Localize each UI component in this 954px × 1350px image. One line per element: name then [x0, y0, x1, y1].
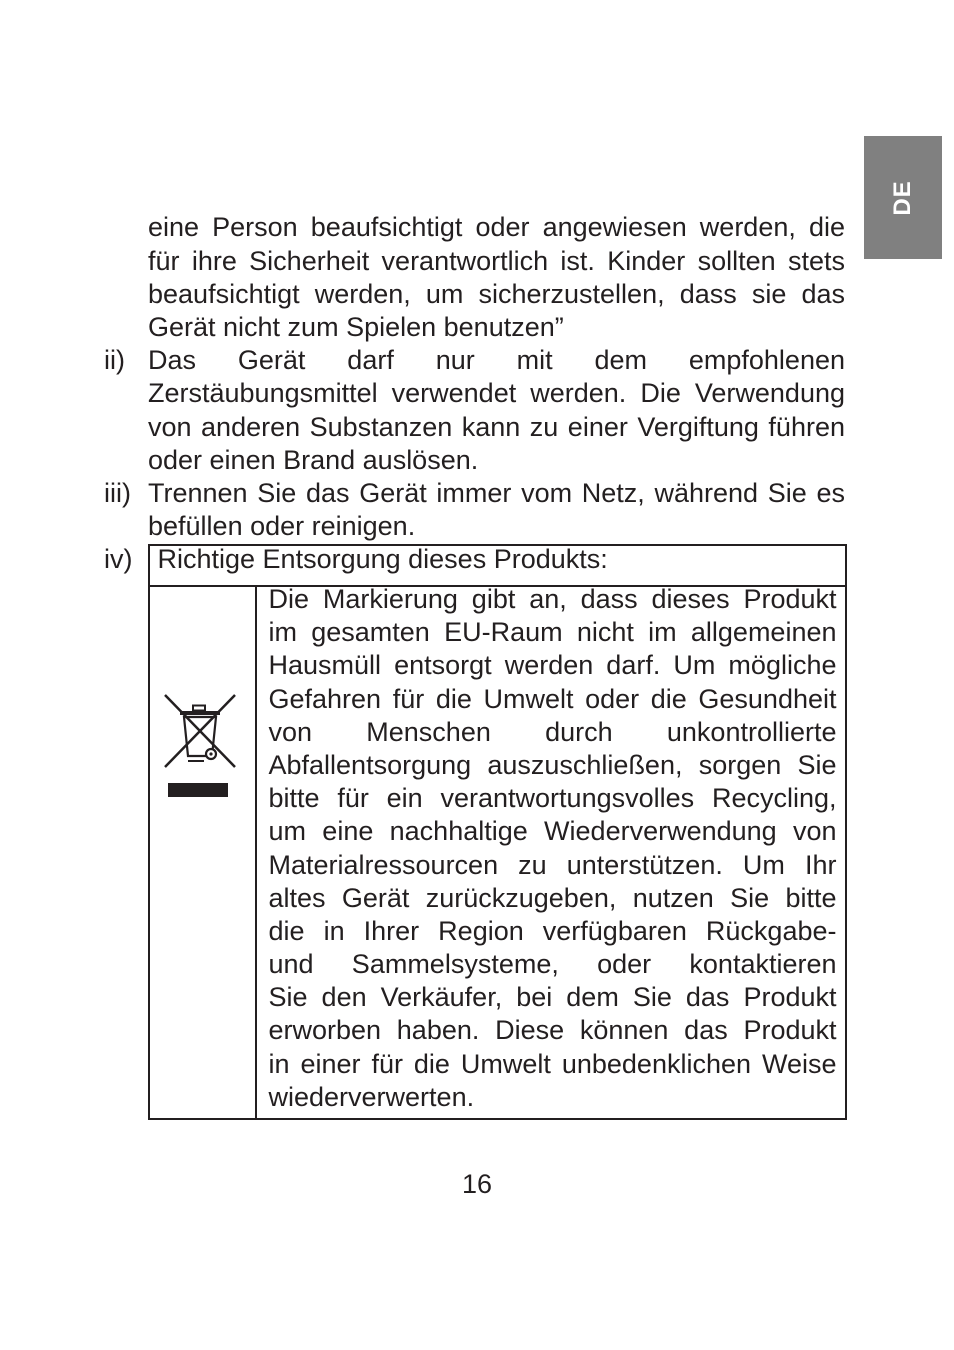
text-line: erworben haben. Diese können das Produkt [268, 1015, 837, 1046]
intro-paragraph [148, 211, 845, 344]
text-line: und Sammelsysteme, oder kontaktieren [268, 949, 837, 980]
text-line: Sie den Verkäufer, bei dem Sie das Produkt [268, 982, 837, 1013]
text-line: Abfallentsorgung auszuschließen, sorgen Sie [268, 749, 837, 780]
text-line: Zerstäubungsmittel verwendet werden. Die Verwendung [148, 378, 845, 409]
text-line: Die Markierung gibt an, dass dieses Produkt [268, 584, 837, 614]
text-line: befüllen oder reinigen. [148, 511, 416, 542]
table-header [150, 546, 845, 587]
text-line: oder einen Brand auslösen. [148, 444, 479, 475]
text-line: altes Gerät zurückzugeben, nutzen Sie bitte [268, 882, 837, 913]
list-marker: ii) [104, 345, 125, 376]
text-line: Trennen Sie das Gerät immer vom Netz, während Sie es [148, 478, 845, 508]
text-line: für ihre Sicherheit verantwortlich ist. Kinder sollten stets [148, 245, 845, 276]
text-line: Gefahren für die Umwelt oder die Gesundheit [268, 683, 837, 714]
text-line: Materialressourcen zu unterstützen. Um Ihr [268, 849, 837, 880]
text-line: im gesamten EU-Raum nicht im allgemeinen [268, 617, 837, 648]
page-number: 16 [461, 1169, 493, 1200]
text-line: von Menschen durch unkontrollierte [268, 716, 837, 747]
text-line: Gerät nicht zum Spielen benutzen” [148, 311, 564, 342]
text-line: in einer für die Umwelt unbedenklichen Weise [268, 1048, 837, 1079]
disposal-table [148, 544, 847, 1120]
list-marker: iv) [104, 544, 133, 575]
list-item [148, 477, 845, 543]
language-tab [864, 136, 942, 259]
language-tab-label: DE [889, 179, 916, 216]
text-line: Das Gerät darf nur mit dem empfohlenen [148, 345, 845, 376]
text-line: bitte für ein verantwortungsvolles Recycling, [268, 783, 837, 814]
icon-cell [150, 587, 257, 1118]
weee-crossed-out-bin-icon [160, 690, 240, 802]
text-line: beaufsichtigt werden, um sicherzustellen, dass sie das [148, 278, 845, 309]
list-marker: iii) [104, 478, 131, 508]
table-header-title: Richtige Entsorgung dieses Produkts: [157, 544, 608, 574]
text-line: Hausmüll entsorgt werden darf. Um mögliche [268, 650, 837, 681]
text-line: um eine nachhaltige Wiederverwendung von [268, 816, 837, 847]
text-line: wiederverwerten. [268, 1081, 475, 1112]
disposal-text [269, 583, 837, 1114]
text-line: eine Person beaufsichtigt oder angewiesen werden, die [148, 212, 845, 243]
text-line: von anderen Substanzen kann zu einer Vergiftung führen [148, 411, 845, 442]
list-item [148, 344, 845, 477]
text-line: die in Ihrer Region verfügbaren Rückgabe- [268, 915, 837, 946]
